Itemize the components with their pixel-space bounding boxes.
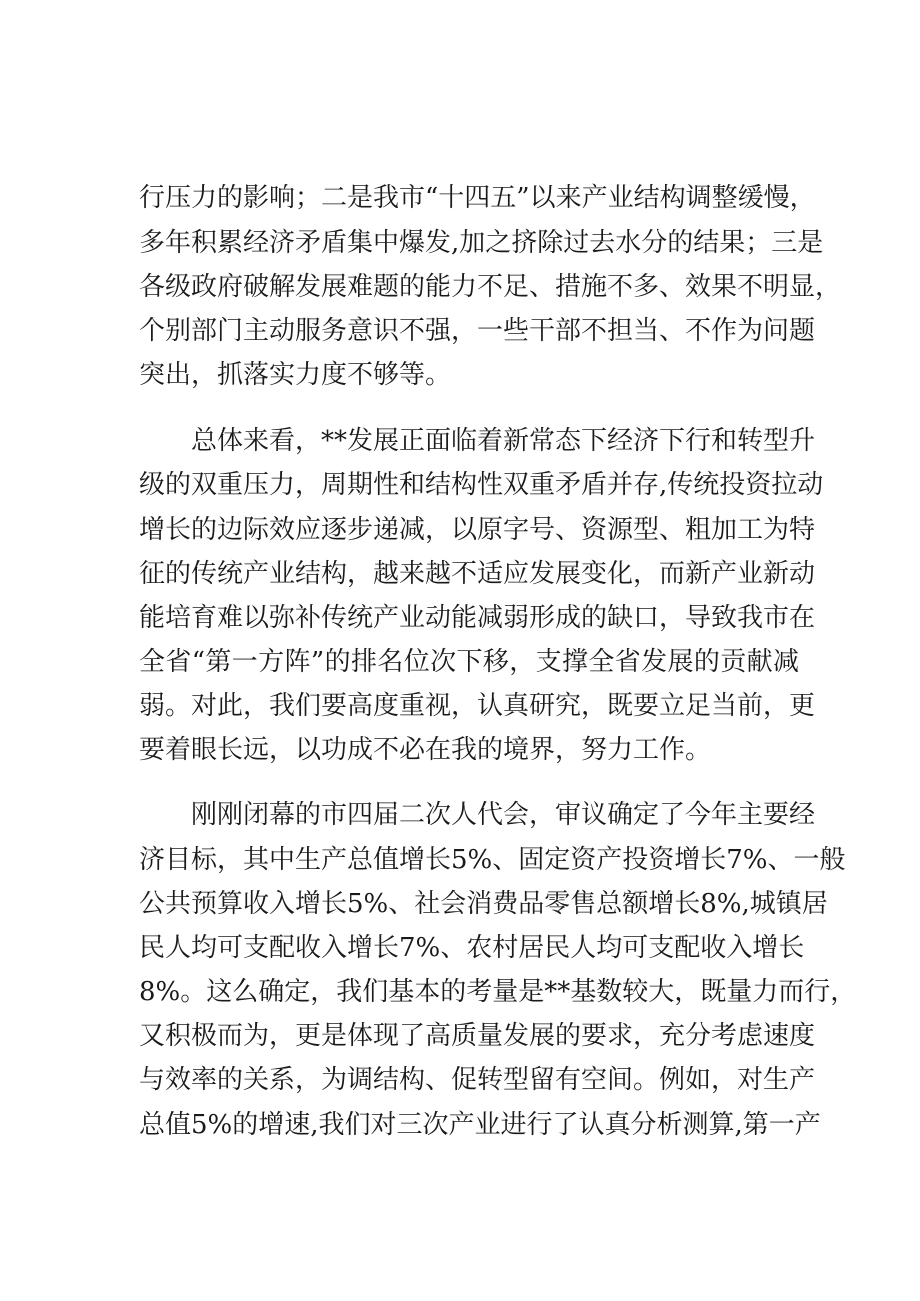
paragraph-1-line-4: 个别部门主动服务意识不强，一些干部不担当、不作为问题 [139,316,816,346]
paragraph-2-line-7: 弱。对此，我们要高度重视，认真研究，既要立足当前，更 [139,691,816,721]
paragraph-3-line-5: 8%。这么确定，我们基本的考量是**基数较大，既量力而行， [139,977,857,1007]
paragraph-2-line-6: 全省“第一方阵”的排名位次下移，支撑全省发展的贡献减 [139,647,799,677]
paragraph-3-line-3: 公共预算收入增长5%、社会消费品零售总额增长8%,城镇居 [139,889,828,919]
paragraph-2-line-1: 总体来看，**发展正面临着新常态下经济下行和转型升 [191,426,816,456]
paragraph-3-line-7: 与效率的关系，为调结构、促转型留有空间。例如，对生产 [139,1065,816,1095]
paragraph-1-line-3: 各级政府破解发展难题的能力不足、措施不多、效果不明显， [139,272,842,302]
paragraph-2-line-3: 增长的边际效应逐步递减，以原字号、资源型、粗加工为特 [139,515,816,545]
paragraph-2-line-2: 级的双重压力，周期性和结构性双重矛盾并存,传统投资拉动 [139,470,824,500]
paragraph-2-line-8: 要着眼长远，以功成不必在我的境界，努力工作。 [139,735,712,765]
paragraph-1-line-1: 行压力的影响；二是我市“十四五”以来产业结构调整缓慢， [139,183,816,213]
paragraph-1-line-2: 多年积累经济矛盾集中爆发,加之挤除过去水分的结果；三是 [139,228,824,258]
paragraph-2-line-4: 征的传统产业结构，越来越不适应发展变化，而新产业新动 [139,559,816,589]
paragraph-3-line-8: 总值5%的增速,我们对三次产业进行了认真分析测算,第一产 [139,1110,821,1140]
paragraph-1-line-5: 突出，抓落实力度不够等。 [139,360,452,390]
paragraph-3-line-1: 刚刚闭幕的市四届二次人代会，审议确定了今年主要经 [191,800,816,830]
paragraph-3-line-2: 济目标，其中生产总值增长5%、固定资产投资增长7%、一般 [139,845,846,875]
paragraph-2-line-5: 能培育难以弥补传统产业动能减弱形成的缺口，导致我市在 [139,603,816,633]
paragraph-3-line-6: 又积极而为，更是体现了高质量发展的要求，充分考虑速度 [139,1021,816,1051]
paragraph-3-line-4: 民人均可支配收入增长7%、农村居民人均可支配收入增长 [139,933,805,963]
